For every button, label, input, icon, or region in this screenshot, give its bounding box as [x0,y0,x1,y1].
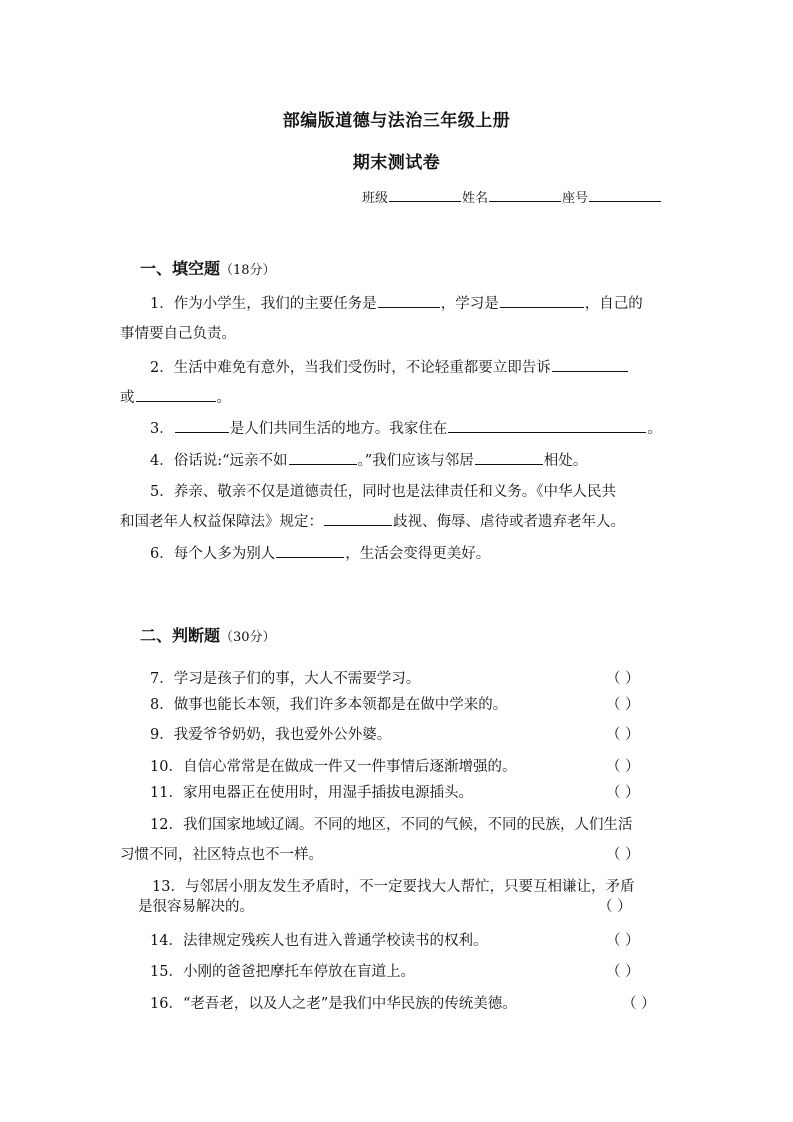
class-blank[interactable] [389,189,461,202]
exam-subtitle: 期末测试卷 [352,153,441,173]
seat-blank[interactable] [589,189,661,202]
q6-text-b: ，生活会变得更美好。 [345,546,491,562]
question-16: 16．“老吾老，以及人之老”是我们中华民族的传统美德。 [150,996,517,1012]
question-5-line-1: 5．养亲、敬亲不仅是道德责任，同时也是法律责任和义务。《中华人民共 [150,484,616,500]
q3-text-b: 是人们共同生活的地方。我家住在 [229,421,448,437]
q2-text-c: 。 [216,390,231,406]
answer-box-14[interactable]: （ ） [606,933,640,949]
question-10: 10．自信心常常是在做成一件又一件事情后逐渐增强的。 [150,759,517,775]
q2-text-b: 或 [120,390,135,406]
section-1-points: （18分） [220,263,276,278]
q3-blank-1[interactable] [175,420,229,433]
name-blank[interactable] [489,189,561,202]
question-8: 8．做事也能长本领，我们许多本领都是在做中学来的。 [150,697,508,713]
q1-text-c: ，自己的 [584,296,643,312]
question-15: 15．小刚的爸爸把摩托车停放在盲道上。 [150,964,415,980]
question-7: 7．学习是孩子们的事，大人不需要学习。 [150,671,421,687]
q2-blank-1[interactable] [552,359,628,372]
q4-text-a: 4．俗话说:“远亲不如 [150,453,288,469]
q2-blank-2[interactable] [136,389,216,402]
q3-text-a: 3． [150,421,174,437]
section-1-heading [140,256,276,279]
question-2-line-1 [150,356,629,377]
q4-blank-2[interactable] [475,452,543,465]
q1-blank-2[interactable] [500,295,584,308]
q1-blank-1[interactable] [378,295,440,308]
question-3 [150,417,662,438]
section-2-points: （30分） [220,630,276,645]
answer-box-12[interactable]: （ ） [606,847,640,863]
class-label: 班级 [362,191,389,206]
q5-text-c: 歧视、侮辱、虐待或者遗弃老年人。 [393,514,625,530]
q3-blank-2[interactable] [448,420,646,433]
question-5-line-2 [120,510,625,531]
question-12-line-2: 习惯不同，社区特点也不一样。 [120,847,323,863]
q5-blank-1[interactable] [324,513,392,526]
q5-text-b: 和国老年人权益保障法》规定： [120,514,323,530]
q3-text-c: 。 [647,421,662,437]
q2-text-a: 2．生活中难免有意外，当我们受伤时，不论轻重都要立即告诉 [150,360,551,376]
q4-blank-1[interactable] [289,452,357,465]
answer-box-16[interactable]: （ ） [622,996,656,1012]
question-13-line-1: 13．与邻居小朋友发生矛盾时，不一定要找大人帮忙，只要互相谦让，矛盾 [152,879,635,895]
seat-label: 座号 [562,191,589,206]
answer-box-8[interactable]: （ ） [606,697,640,713]
name-label: 姓名 [462,191,489,206]
question-12-line-1: 12．我们国家地域辽阔。不同的地区，不同的气候，不同的民族，人们生活 [150,817,633,833]
q6-blank-1[interactable] [276,545,344,558]
answer-box-15[interactable]: （ ） [606,964,640,980]
section-2-heading [140,623,276,646]
q6-text-a: 6．每个人多为别人 [150,546,276,562]
question-2-line-2 [120,386,231,407]
student-info-line [362,187,662,206]
section-2-title: 二、判断题 [140,626,221,645]
answer-box-7[interactable]: （ ） [606,671,640,687]
answer-box-13[interactable]: （ ） [598,899,632,915]
answer-box-11[interactable]: （ ） [606,785,640,801]
q4-text-c: 相处。 [543,453,588,469]
question-1-line-1 [150,292,643,313]
question-14: 14．法律规定残疾人也有进入普通学校读书的权利。 [150,933,488,949]
answer-box-10[interactable]: （ ） [606,759,640,775]
q4-text-b: 。”我们应该与邻居 [357,453,474,469]
question-4 [150,449,587,470]
exam-title: 部编版道德与法治三年级上册 [282,111,511,131]
question-13-line-2: 是很容易解决的。 [138,899,254,915]
section-1-title: 一、填空题 [140,259,221,278]
question-11: 11．家用电器正在使用时，用湿手插拔电源插头。 [150,785,473,801]
question-9: 9．我爱爷爷奶奶，我也爱外公外婆。 [150,727,392,743]
q1-text-a: 1．作为小学生，我们的主要任务是 [150,296,377,312]
answer-box-9[interactable]: （ ） [606,727,640,743]
q1-text-b: ，学习是 [440,296,499,312]
question-1-line-2: 事情要自己负责。 [120,326,236,342]
question-6 [150,542,490,563]
